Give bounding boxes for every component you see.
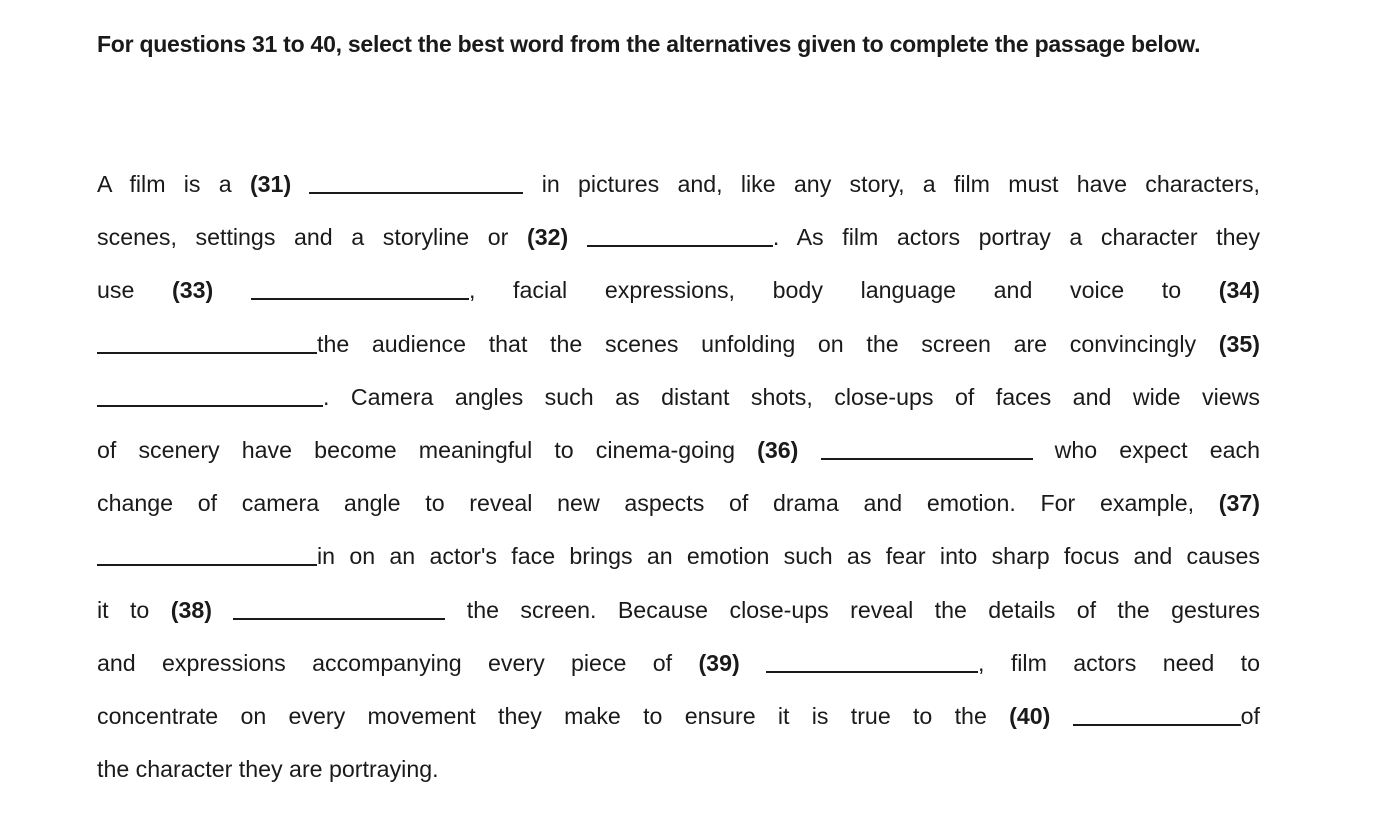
- question-number: (36): [757, 436, 799, 463]
- question-number: (34): [1218, 277, 1260, 304]
- passage-line: [97, 158, 1260, 211]
- answer-blank: [1073, 723, 1241, 726]
- passage-text: who expect each: [1032, 436, 1260, 463]
- passage-text: the screen. Because close-ups reveal the details of the gestures: [445, 596, 1260, 623]
- passage-text: . As film actors portray a character they: [772, 224, 1260, 251]
- answer-blank: [587, 244, 773, 247]
- answer-blank: [766, 670, 978, 673]
- answer-blank: [97, 563, 317, 566]
- passage-text: . Camera angles such as distant shots, close-ups of faces and wide views: [323, 383, 1260, 410]
- passage-line: [97, 477, 1260, 530]
- answer-blank: [97, 404, 323, 407]
- passage-text: change of camera angle to reveal new aspects of drama and emotion. For example,: [97, 490, 1219, 517]
- passage-text: , film actors need to: [978, 649, 1260, 676]
- passage-text: [291, 171, 309, 197]
- passage-line: [97, 743, 1260, 796]
- passage-text: scenes, settings and a storyline or: [97, 224, 527, 251]
- passage-line: [97, 264, 1260, 317]
- passage-text: of scenery have become meaningful to cinema-going: [97, 436, 758, 463]
- passage-text: in on an actor's face brings an emotion such as fear into sharp focus and causes: [317, 543, 1260, 570]
- passage-text: in pictures and, like any story, a film must have characters,: [523, 171, 1260, 197]
- passage-text: use: [97, 277, 173, 304]
- question-number: (35): [1218, 330, 1260, 357]
- passage-text: the character they are portraying.: [97, 756, 439, 783]
- passage-line: [97, 424, 1260, 477]
- passage-text: , facial expressions, body language and voice to: [468, 277, 1219, 304]
- cloze-passage: [97, 158, 1260, 796]
- passage-text: concentrate on every movement they make to ensure it is true to the: [97, 702, 1010, 729]
- passage-text: [212, 597, 233, 623]
- question-number: (33): [172, 277, 214, 304]
- question-number: (37): [1218, 490, 1260, 517]
- passage-line: [97, 318, 1260, 371]
- passage-line: [97, 530, 1260, 583]
- answer-blank: [233, 617, 445, 620]
- passage-text: and expressions accompanying every piece of: [97, 649, 699, 676]
- answer-blank: [97, 351, 317, 354]
- passage-text: it to: [97, 596, 171, 623]
- passage-text: [568, 224, 587, 250]
- answer-blank: [251, 297, 469, 300]
- passage-line: [97, 371, 1260, 424]
- passage-text: [740, 650, 766, 676]
- answer-blank: [821, 457, 1033, 460]
- worksheet-page: [97, 0, 1260, 836]
- passage-line: [97, 211, 1260, 264]
- question-number: (39): [698, 649, 740, 676]
- passage-line: [97, 690, 1260, 743]
- question-number: (31): [249, 171, 292, 197]
- passage-line: [97, 637, 1260, 690]
- passage-text: [798, 437, 820, 463]
- question-number: (38): [170, 596, 212, 623]
- question-number: (32): [526, 224, 569, 251]
- passage-text: [213, 277, 251, 303]
- passage-text: of: [1240, 702, 1260, 729]
- answer-blank: [309, 191, 523, 194]
- question-number: (40): [1009, 702, 1051, 729]
- instructions-heading: For questions 31 to 40, select the best word from the alternatives given to complete the passage below.: [97, 31, 1201, 57]
- passage-line: [97, 584, 1260, 637]
- passage-text: the audience that the scenes unfolding on the screen are convincingly: [317, 330, 1219, 357]
- passage-text: [1050, 703, 1072, 729]
- passage-text: A film is a: [97, 171, 250, 197]
